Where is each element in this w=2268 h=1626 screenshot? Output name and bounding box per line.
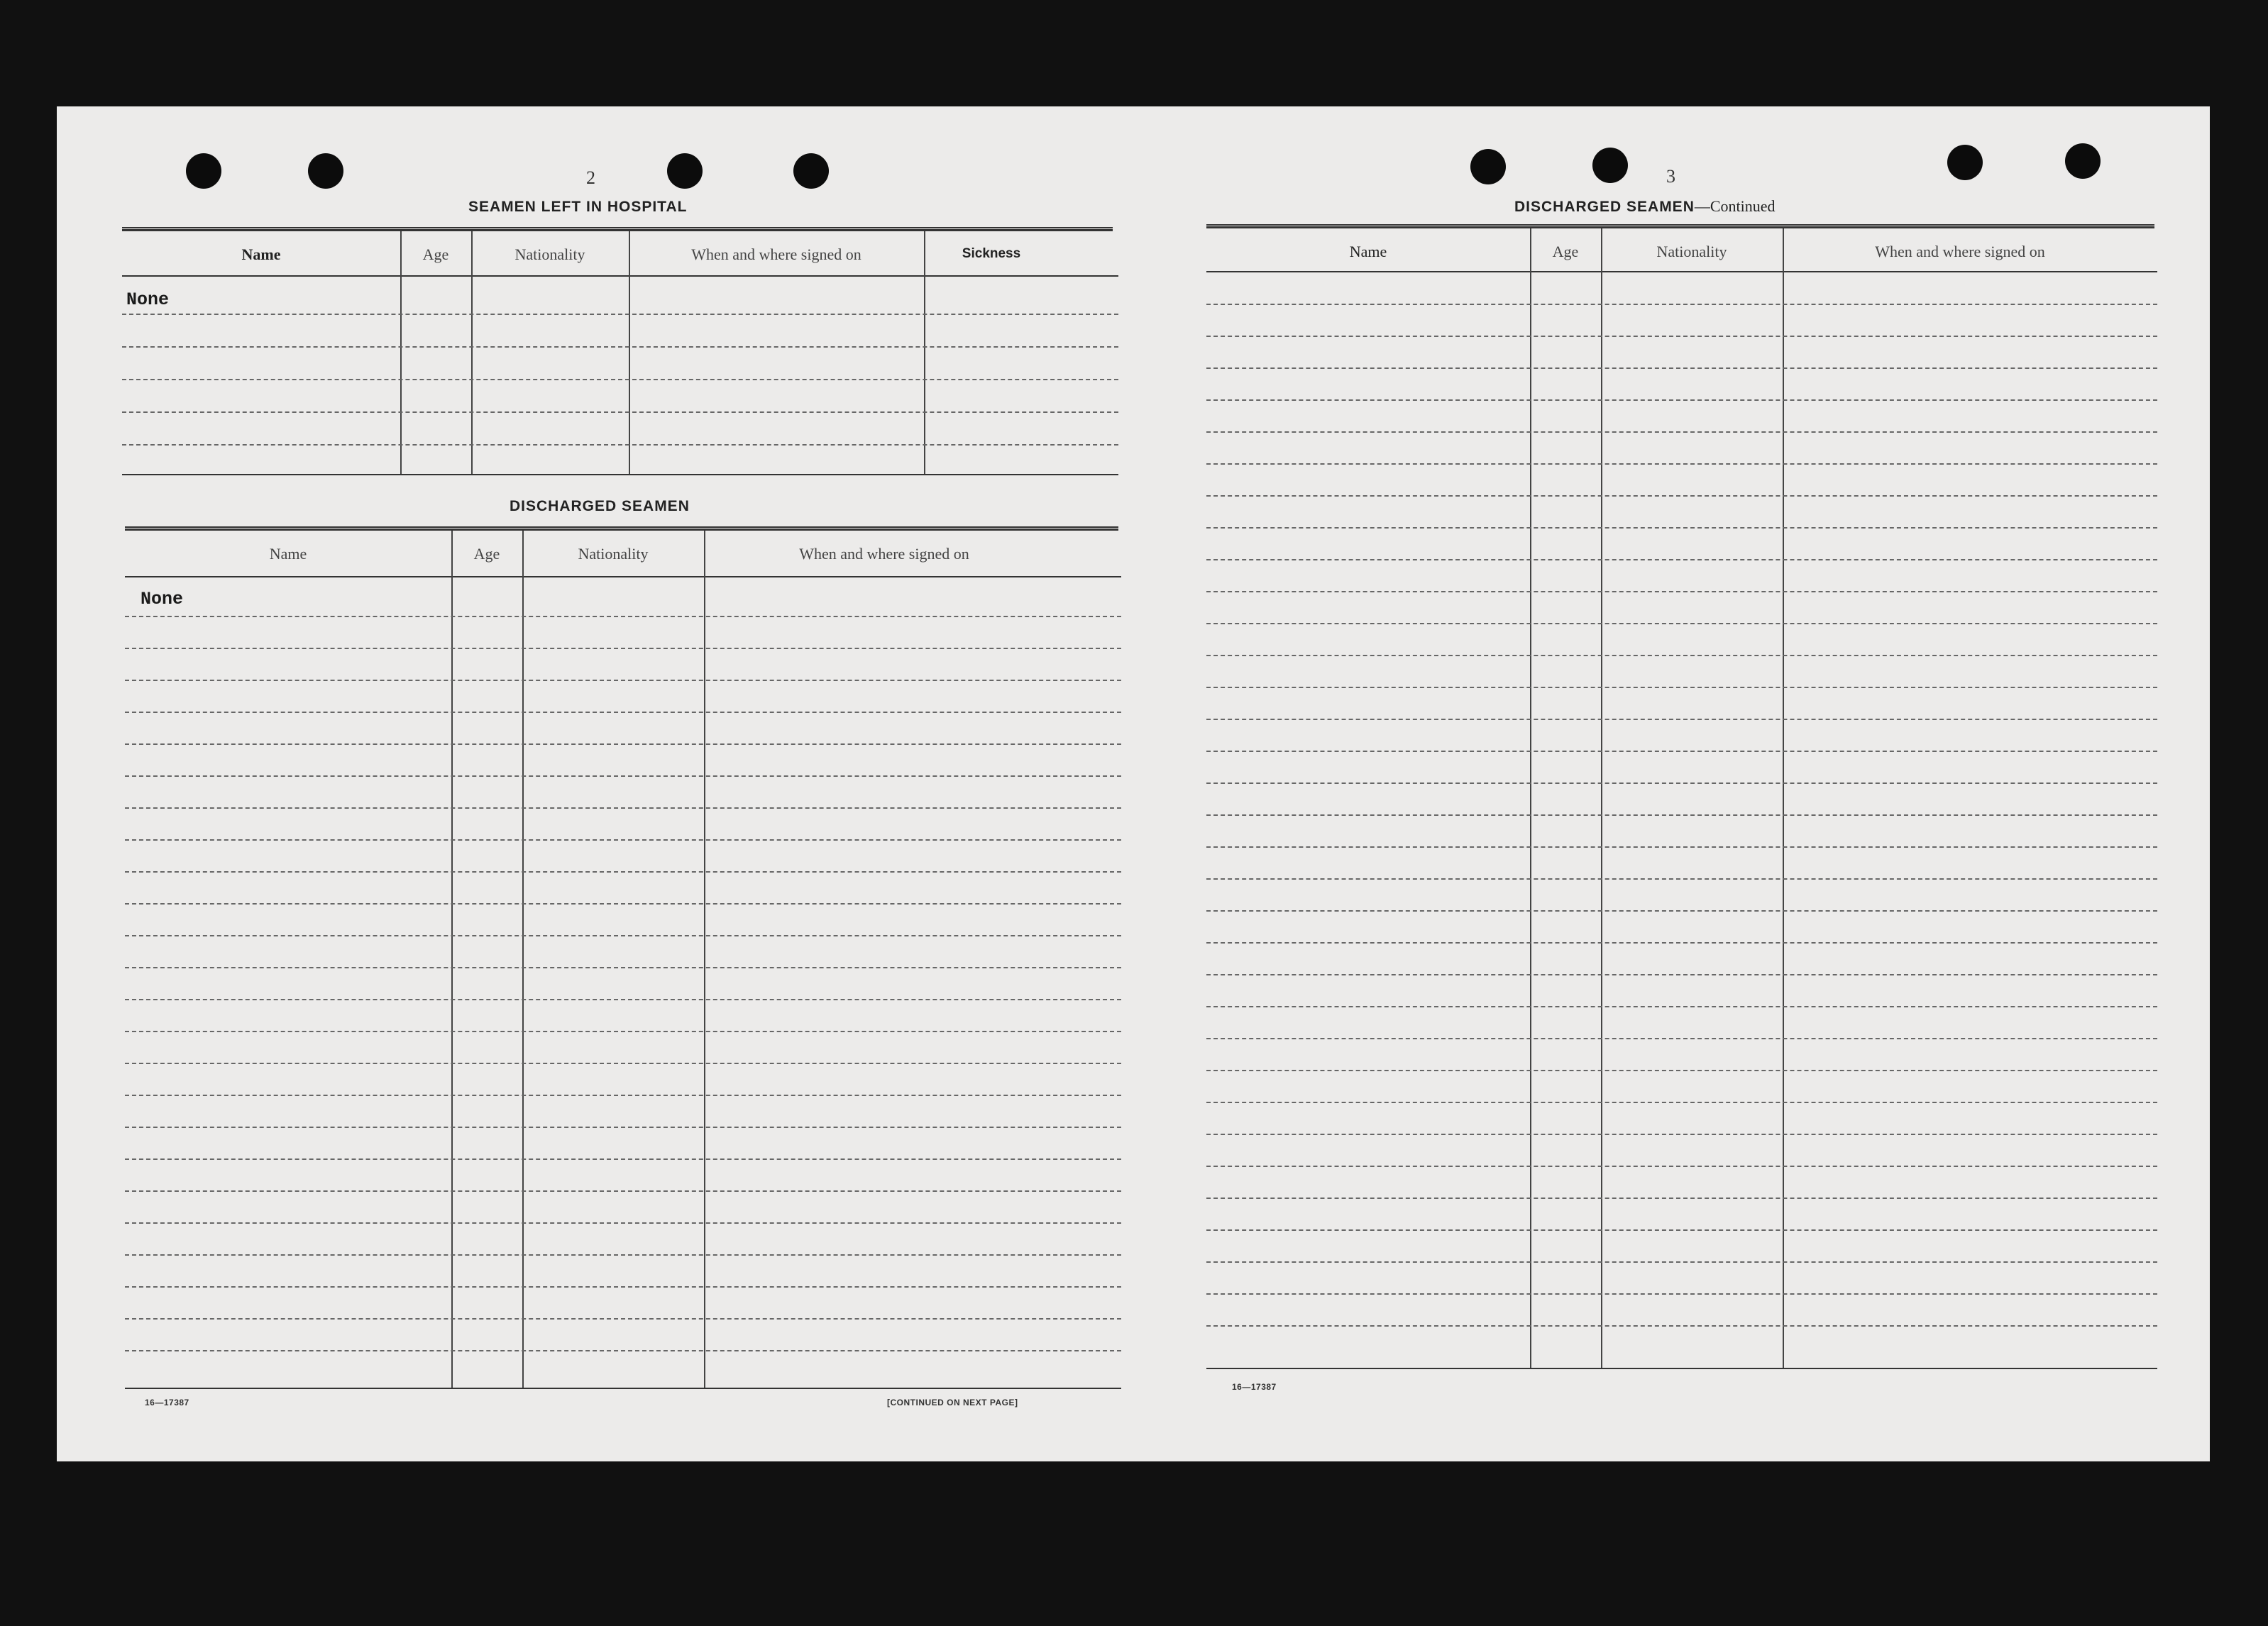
continued-suffix: —Continued bbox=[1694, 197, 1776, 215]
hospital-row-line bbox=[122, 346, 1118, 348]
ruled-row-line bbox=[1206, 719, 2157, 720]
ruled-row-line bbox=[1206, 814, 2157, 816]
ruled-row-line bbox=[125, 935, 1121, 936]
hospital-col-nationality: Nationality bbox=[514, 245, 585, 263]
ruled-row-line bbox=[125, 967, 1121, 968]
ruled-row-line bbox=[1206, 463, 2157, 465]
discharged-continued-title bbox=[1514, 197, 1776, 216]
hospital-divider-3 bbox=[629, 231, 630, 475]
ruled-row-line bbox=[1206, 751, 2157, 752]
hospital-col-age: Age bbox=[422, 245, 449, 263]
ruled-row-line bbox=[1206, 687, 2157, 688]
hospital-col-name: Name bbox=[241, 245, 281, 263]
ruled-row-line bbox=[1206, 942, 2157, 944]
continued-note: [CONTINUED ON NEXT PAGE] bbox=[887, 1398, 1018, 1407]
ruled-row-line bbox=[1206, 1198, 2157, 1199]
hospital-entry-none: None bbox=[126, 289, 170, 310]
punch-hole-2 bbox=[308, 153, 343, 189]
ruled-row-line bbox=[125, 1350, 1121, 1351]
discharged-continued-title-text: DISCHARGED SEAMEN bbox=[1514, 199, 1695, 215]
ruled-row-line bbox=[125, 616, 1121, 617]
hospital-row-line bbox=[122, 444, 1118, 446]
punch-hole-7 bbox=[1947, 145, 1983, 180]
discharged-divider-2 bbox=[522, 531, 524, 1389]
ruled-row-line bbox=[125, 1031, 1121, 1032]
ruled-row-line bbox=[1206, 974, 2157, 975]
hospital-bottom-rule bbox=[122, 474, 1118, 475]
ruled-row-line bbox=[125, 807, 1121, 809]
hospital-col-signed-on: When and where signed on bbox=[691, 245, 861, 263]
hospital-divider-2 bbox=[471, 231, 473, 475]
ruled-row-line bbox=[125, 680, 1121, 681]
right-col-signed-on: When and where signed on bbox=[1875, 243, 2045, 260]
discharged-col-nationality: Nationality bbox=[578, 545, 649, 563]
hospital-row-line bbox=[122, 314, 1118, 315]
discharged-col-signed-on: When and where signed on bbox=[799, 545, 969, 563]
ruled-row-line bbox=[1206, 1325, 2157, 1327]
discharged-divider-3 bbox=[704, 531, 705, 1389]
ruled-row-line bbox=[125, 903, 1121, 905]
punch-hole-5 bbox=[1470, 149, 1506, 184]
punch-hole-6 bbox=[1592, 148, 1628, 183]
ruled-row-line bbox=[125, 1318, 1121, 1320]
ruled-row-line bbox=[1206, 336, 2157, 337]
right-page-number: 3 bbox=[1666, 166, 1675, 187]
hospital-section-title: SEAMEN LEFT IN HOSPITAL bbox=[468, 199, 688, 215]
discharged-col-name: Name bbox=[269, 545, 307, 563]
ruled-row-line bbox=[125, 743, 1121, 745]
ruled-row-line bbox=[1206, 1038, 2157, 1039]
ruled-row-line bbox=[125, 1127, 1121, 1128]
right-form-number: 16—17387 bbox=[1232, 1382, 1277, 1392]
ruled-row-line bbox=[125, 1158, 1121, 1160]
ruled-row-line bbox=[1206, 878, 2157, 880]
discharged-section-title: DISCHARGED SEAMEN bbox=[510, 498, 690, 514]
ruled-row-line bbox=[125, 1254, 1121, 1256]
ruled-row-line bbox=[1206, 623, 2157, 624]
ruled-row-line bbox=[125, 712, 1121, 713]
ruled-row-line bbox=[1206, 1134, 2157, 1135]
ruled-row-line bbox=[1206, 1006, 2157, 1007]
ruled-row-line bbox=[1206, 399, 2157, 401]
hospital-row-line bbox=[122, 379, 1118, 380]
ruled-row-line bbox=[125, 1095, 1121, 1096]
right-col-name: Name bbox=[1349, 243, 1387, 260]
ruled-row-line bbox=[1206, 304, 2157, 305]
punch-hole-1 bbox=[186, 153, 221, 189]
punch-hole-3 bbox=[667, 153, 703, 189]
ruled-row-line bbox=[125, 1190, 1121, 1192]
ruled-row-line bbox=[1206, 846, 2157, 848]
right-bottom-rule bbox=[1206, 1368, 2157, 1369]
discharged-entry-none: None bbox=[141, 589, 184, 609]
left-form-number: 16—17387 bbox=[145, 1398, 189, 1407]
ruled-row-line bbox=[125, 775, 1121, 777]
discharged-table-right bbox=[1206, 228, 2157, 1378]
discharged-col-age: Age bbox=[473, 545, 500, 563]
ruled-row-line bbox=[1206, 1229, 2157, 1231]
ruled-row-line bbox=[1206, 782, 2157, 784]
discharged-table-left bbox=[125, 531, 1121, 1389]
ruled-row-line bbox=[1206, 910, 2157, 912]
right-col-age: Age bbox=[1552, 243, 1579, 260]
hospital-header-rule bbox=[122, 275, 1118, 277]
ruled-row-line bbox=[125, 1286, 1121, 1288]
ruled-row-line bbox=[1206, 559, 2157, 560]
ruled-row-line bbox=[1206, 1293, 2157, 1295]
left-page-number: 2 bbox=[586, 167, 595, 188]
ruled-row-line bbox=[125, 1222, 1121, 1224]
ruled-row-line bbox=[1206, 655, 2157, 656]
ruled-row-line bbox=[1206, 1261, 2157, 1263]
ruled-row-line bbox=[1206, 1070, 2157, 1071]
right-header-rule bbox=[1206, 271, 2157, 272]
right-col-nationality: Nationality bbox=[1656, 243, 1727, 260]
hospital-col-sickness: Sickness bbox=[962, 246, 1021, 261]
ruled-row-line bbox=[125, 1063, 1121, 1064]
ruled-row-line bbox=[125, 999, 1121, 1000]
ruled-row-line bbox=[1206, 1102, 2157, 1103]
punch-hole-4 bbox=[793, 153, 829, 189]
hospital-row-line bbox=[122, 411, 1118, 413]
ruled-row-line bbox=[1206, 527, 2157, 529]
ledger-sheet bbox=[57, 106, 2210, 1461]
ruled-row-line bbox=[1206, 367, 2157, 369]
ruled-row-line bbox=[1206, 431, 2157, 433]
hospital-divider-1 bbox=[400, 231, 402, 475]
ruled-row-line bbox=[1206, 495, 2157, 497]
discharged-left-bottom-rule bbox=[125, 1388, 1121, 1389]
ruled-row-line bbox=[125, 648, 1121, 649]
ruled-row-line bbox=[1206, 591, 2157, 592]
ruled-row-line bbox=[1206, 1166, 2157, 1167]
discharged-header-rule bbox=[125, 576, 1121, 577]
discharged-divider-1 bbox=[451, 531, 453, 1389]
hospital-divider-4 bbox=[924, 231, 925, 475]
punch-hole-8 bbox=[2065, 143, 2101, 179]
ruled-row-line bbox=[125, 839, 1121, 841]
ruled-row-line bbox=[125, 871, 1121, 873]
